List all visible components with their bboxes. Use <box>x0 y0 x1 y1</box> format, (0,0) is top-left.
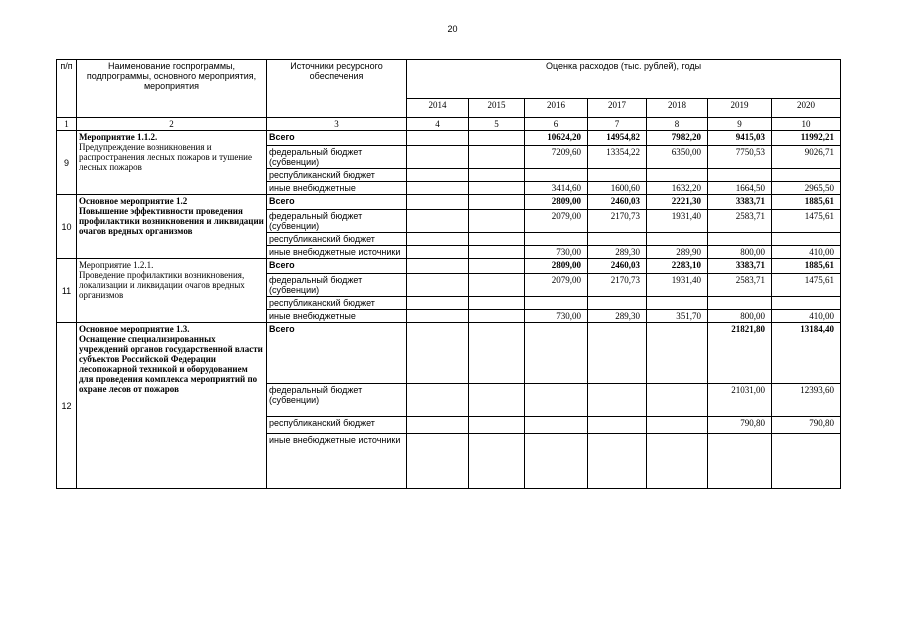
year-cell: 2019 <box>708 99 772 118</box>
amount-cell: 1600,60 <box>588 182 647 195</box>
amount-cell <box>469 259 525 274</box>
amount-cell <box>525 233 588 246</box>
amount-cell <box>469 210 525 233</box>
amount-cell: 9415,03 <box>708 131 772 146</box>
amount-cell: 13184,40 <box>772 323 841 384</box>
amount-cell <box>708 434 772 489</box>
amount-cell <box>407 274 469 297</box>
activity-description: Предупреждение возникновения и распространения лесных пожаров и тушение лесных пожаров <box>79 142 252 172</box>
amount-cell <box>407 182 469 195</box>
amount-cell: 21821,80 <box>708 323 772 384</box>
row-index: 9 <box>57 131 77 195</box>
amount-cell <box>407 417 469 434</box>
header-row <box>57 60 841 99</box>
activity-name <box>77 131 267 195</box>
amount-cell <box>525 384 588 417</box>
amount-cell: 2079,00 <box>525 274 588 297</box>
amount-cell: 2283,10 <box>647 259 708 274</box>
header-index: п/п <box>57 60 77 118</box>
funding-source: иные внебюджетные источники <box>267 434 407 489</box>
funding-source: иные внебюджетные источники <box>267 246 407 259</box>
amount-cell: 351,70 <box>647 310 708 323</box>
funding-source: республиканский бюджет <box>267 169 407 182</box>
column-number: 9 <box>708 118 772 131</box>
amount-cell <box>647 417 708 434</box>
amount-cell <box>772 169 841 182</box>
column-number: 8 <box>647 118 708 131</box>
activity-name <box>77 259 267 323</box>
amount-cell <box>647 169 708 182</box>
activity-name <box>77 195 267 259</box>
amount-cell: 2079,00 <box>525 210 588 233</box>
amount-cell <box>407 195 469 210</box>
year-cell: 2017 <box>588 99 647 118</box>
amount-cell <box>525 417 588 434</box>
amount-cell <box>469 182 525 195</box>
amount-cell: 2809,00 <box>525 259 588 274</box>
amount-cell <box>469 434 525 489</box>
amount-cell <box>469 323 525 384</box>
amount-cell <box>407 297 469 310</box>
table-row <box>57 131 841 146</box>
amount-cell <box>469 274 525 297</box>
funding-source: республиканский бюджет <box>267 417 407 434</box>
column-number: 7 <box>588 118 647 131</box>
amount-cell: 9026,71 <box>772 146 841 169</box>
amount-cell: 2460,03 <box>588 195 647 210</box>
amount-cell <box>647 297 708 310</box>
table-row <box>57 323 841 384</box>
amount-cell: 730,00 <box>525 246 588 259</box>
funding-source: Всего <box>267 323 407 384</box>
amount-cell <box>525 297 588 310</box>
amount-cell <box>469 297 525 310</box>
amount-cell: 1632,20 <box>647 182 708 195</box>
amount-cell: 289,30 <box>588 246 647 259</box>
amount-cell: 14954,82 <box>588 131 647 146</box>
funding-source: Всего <box>267 131 407 146</box>
amount-cell: 289,90 <box>647 246 708 259</box>
table-row <box>57 195 841 210</box>
amount-cell: 2965,50 <box>772 182 841 195</box>
funding-source: республиканский бюджет <box>267 233 407 246</box>
amount-cell <box>588 169 647 182</box>
amount-cell <box>772 434 841 489</box>
amount-cell: 3383,71 <box>708 195 772 210</box>
year-cell: 2018 <box>647 99 708 118</box>
amount-cell <box>407 169 469 182</box>
column-number: 2 <box>77 118 267 131</box>
funding-source: Всего <box>267 259 407 274</box>
amount-cell: 11992,21 <box>772 131 841 146</box>
amount-cell <box>407 146 469 169</box>
amount-cell: 1931,40 <box>647 274 708 297</box>
amount-cell <box>525 169 588 182</box>
amount-cell <box>407 384 469 417</box>
header-name: Наименование госпрограммы, подпрограммы, основного мероприятия, мероприятия <box>77 60 267 118</box>
amount-cell <box>469 169 525 182</box>
amount-cell <box>469 233 525 246</box>
amount-cell: 2170,73 <box>588 274 647 297</box>
amount-cell: 410,00 <box>772 310 841 323</box>
amount-cell: 289,30 <box>588 310 647 323</box>
amount-cell: 2221,30 <box>647 195 708 210</box>
amount-cell <box>588 297 647 310</box>
column-number: 3 <box>267 118 407 131</box>
activity-description: Проведение профилактики возникновения, локализации и ликвидации очагов вредных организмов <box>79 270 245 300</box>
amount-cell <box>647 323 708 384</box>
row-index: 10 <box>57 195 77 259</box>
amount-cell: 2583,71 <box>708 210 772 233</box>
amount-cell <box>647 384 708 417</box>
page-number: 20 <box>447 24 458 34</box>
amount-cell: 1885,61 <box>772 195 841 210</box>
amount-cell: 1931,40 <box>647 210 708 233</box>
amount-cell <box>588 384 647 417</box>
amount-cell: 1475,61 <box>772 210 841 233</box>
funding-source: иные внебюджетные <box>267 310 407 323</box>
activity-title: Мероприятие 1.1.2. <box>79 132 158 142</box>
amount-cell: 2809,00 <box>525 195 588 210</box>
funding-source: федеральный бюджет (субвенции) <box>267 210 407 233</box>
amount-cell <box>708 297 772 310</box>
amount-cell <box>647 233 708 246</box>
amount-cell <box>407 434 469 489</box>
year-cell: 2016 <box>525 99 588 118</box>
amount-cell <box>525 434 588 489</box>
column-numbers-row <box>57 118 841 131</box>
amount-cell: 12393,60 <box>772 384 841 417</box>
amount-cell <box>469 246 525 259</box>
amount-cell <box>588 417 647 434</box>
row-index: 11 <box>57 259 77 323</box>
funding-source: республиканский бюджет <box>267 297 407 310</box>
column-number: 6 <box>525 118 588 131</box>
activity-title: Основное мероприятие 1.2 <box>79 196 188 206</box>
amount-cell: 7982,20 <box>647 131 708 146</box>
amount-cell: 13354,22 <box>588 146 647 169</box>
amount-cell <box>407 131 469 146</box>
activity-title: Основное мероприятие 1.3. <box>79 324 190 334</box>
amount-cell: 730,00 <box>525 310 588 323</box>
amount-cell: 2583,71 <box>708 274 772 297</box>
activity-description: Повышение эффективности проведения профилактики возникновения и ликвидации очагов вредных организмов <box>79 206 264 236</box>
funding-source: федеральный бюджет (субвенции) <box>267 274 407 297</box>
header-estimate: Оценка расходов (тыс. рублей), годы <box>407 60 841 99</box>
activity-name <box>77 323 267 489</box>
amount-cell <box>772 297 841 310</box>
activity-title: Мероприятие 1.2.1. <box>79 260 154 270</box>
year-cell: 2015 <box>469 99 525 118</box>
year-cell: 2014 <box>407 99 469 118</box>
amount-cell <box>469 384 525 417</box>
amount-cell: 2170,73 <box>588 210 647 233</box>
header-sources: Источники ресурсного обеспечения <box>267 60 407 118</box>
amount-cell <box>407 259 469 274</box>
column-number: 10 <box>772 118 841 131</box>
amount-cell <box>588 323 647 384</box>
amount-cell <box>407 323 469 384</box>
amount-cell: 790,80 <box>708 417 772 434</box>
amount-cell: 1664,50 <box>708 182 772 195</box>
column-number: 4 <box>407 118 469 131</box>
amount-cell <box>708 169 772 182</box>
amount-cell <box>407 233 469 246</box>
funding-source: федеральный бюджет (субвенции) <box>267 384 407 417</box>
amount-cell <box>525 323 588 384</box>
funding-source: иные внебюджетные <box>267 182 407 195</box>
amount-cell: 3383,71 <box>708 259 772 274</box>
amount-cell <box>469 195 525 210</box>
amount-cell <box>407 210 469 233</box>
table-row <box>57 259 841 274</box>
amount-cell <box>469 131 525 146</box>
amount-cell: 790,80 <box>772 417 841 434</box>
amount-cell <box>469 417 525 434</box>
amount-cell: 410,00 <box>772 246 841 259</box>
amount-cell: 3414,60 <box>525 182 588 195</box>
amount-cell: 7209,60 <box>525 146 588 169</box>
amount-cell <box>647 434 708 489</box>
column-number: 5 <box>469 118 525 131</box>
funding-source: Всего <box>267 195 407 210</box>
amount-cell: 800,00 <box>708 246 772 259</box>
amount-cell: 21031,00 <box>708 384 772 417</box>
amount-cell: 7750,53 <box>708 146 772 169</box>
year-cell: 2020 <box>772 99 841 118</box>
amount-cell <box>588 233 647 246</box>
column-number: 1 <box>57 118 77 131</box>
budget-table <box>56 59 841 489</box>
amount-cell <box>469 310 525 323</box>
funding-source: федеральный бюджет (субвенции) <box>267 146 407 169</box>
amount-cell: 1885,61 <box>772 259 841 274</box>
amount-cell: 6350,00 <box>647 146 708 169</box>
amount-cell <box>407 310 469 323</box>
amount-cell <box>708 233 772 246</box>
amount-cell: 2460,03 <box>588 259 647 274</box>
amount-cell <box>407 246 469 259</box>
row-index: 12 <box>57 323 77 489</box>
amount-cell <box>469 146 525 169</box>
amount-cell: 10624,20 <box>525 131 588 146</box>
activity-description: Оснащение специализированных учреждений органов государственной власти субъектов Российской Федерации лесопожарной техникой и оборудованием для проведения комплекса мероприятий по охране лесов от пожаров <box>79 334 263 394</box>
amount-cell <box>772 233 841 246</box>
amount-cell: 800,00 <box>708 310 772 323</box>
amount-cell <box>588 434 647 489</box>
amount-cell: 1475,61 <box>772 274 841 297</box>
